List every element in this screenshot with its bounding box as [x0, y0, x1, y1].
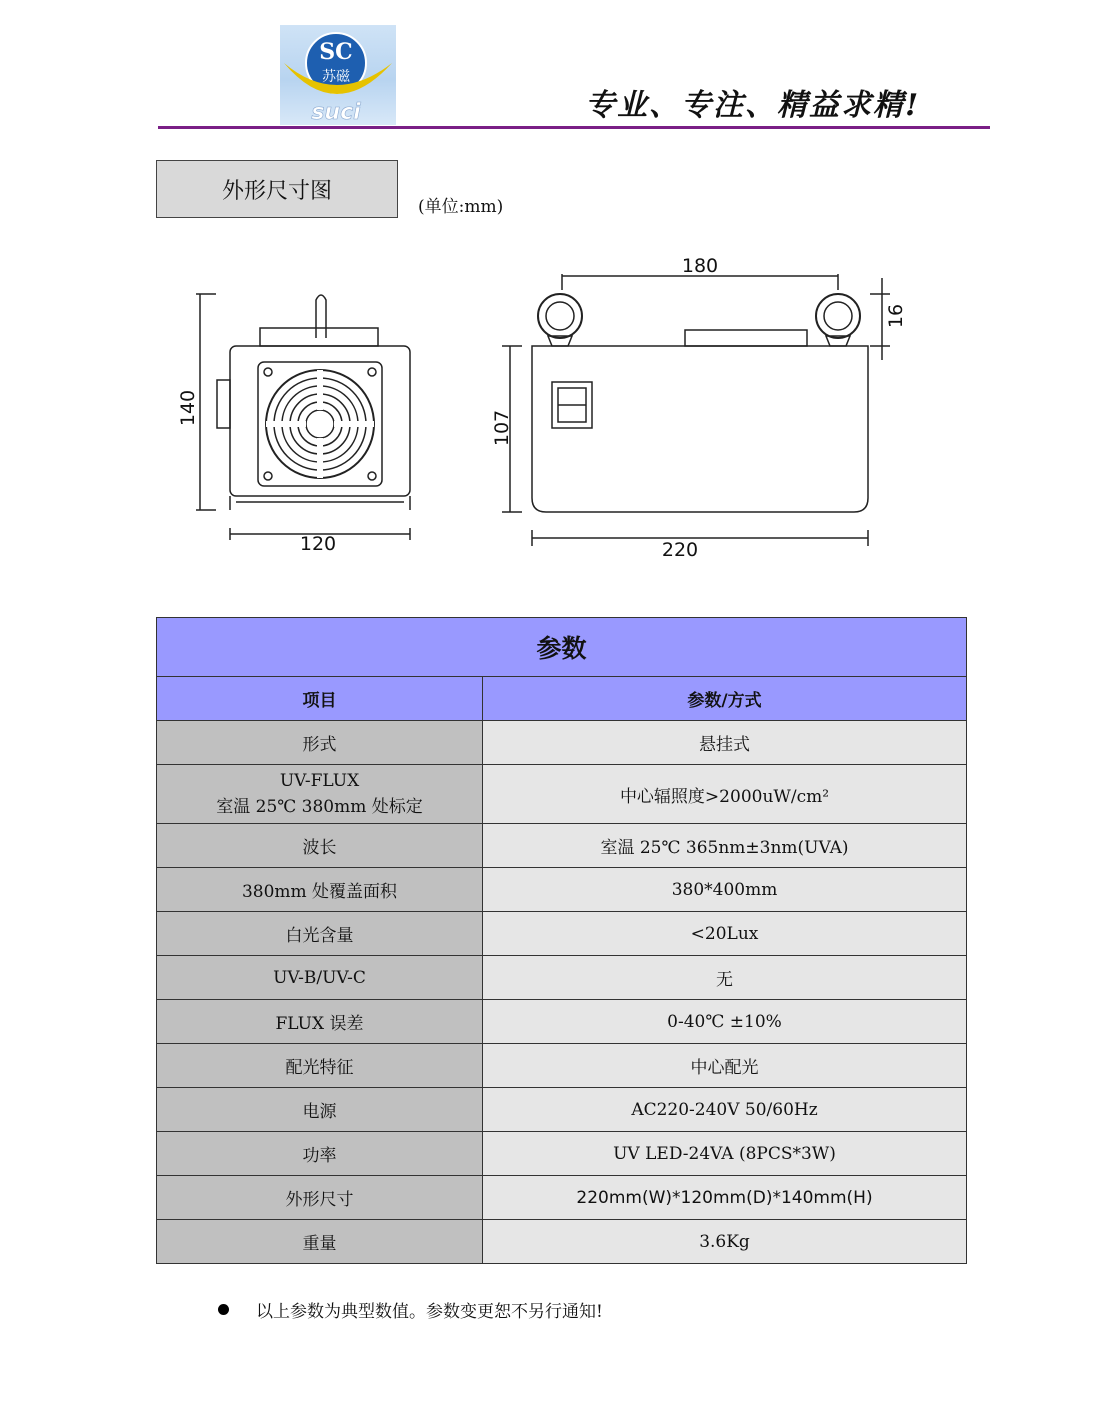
table-row: [157, 956, 967, 1000]
table-row: [157, 912, 967, 956]
header-divider: [158, 126, 990, 129]
spec-table: [156, 617, 967, 1264]
table-row: [157, 824, 967, 868]
table-row: [157, 1220, 967, 1264]
row-item: UV-B/UV-C: [157, 956, 483, 1000]
row-value: 无: [483, 956, 967, 1000]
table-row: [157, 1000, 967, 1044]
row-item: FLUX 误差: [157, 1000, 483, 1044]
table-row: [157, 1044, 967, 1088]
row-value: 380*400mm: [483, 868, 967, 912]
side-top-label: 180: [681, 255, 719, 277]
row-item-line1: UV-FLUX: [279, 771, 360, 791]
logo-en-text: suci: [311, 100, 361, 125]
table-title: 参数: [157, 618, 967, 677]
section-title: 外形尺寸图: [156, 160, 398, 218]
row-item: [157, 765, 483, 824]
row-item: 重量: [157, 1220, 483, 1264]
slogan: 专业、专注、精益求精!: [585, 88, 921, 123]
row-value: 悬挂式: [483, 721, 967, 765]
footnote-text: 以上参数为典型数值。参数变更恕不另行通知!: [256, 1302, 603, 1322]
row-value: <20Lux: [483, 912, 967, 956]
unit-note: (单位:mm): [418, 197, 504, 217]
row-item: 白光含量: [157, 912, 483, 956]
side-width-label: 220: [661, 539, 699, 561]
side-height-label: 107: [491, 409, 513, 447]
row-item: 形式: [157, 721, 483, 765]
table-row: [157, 868, 967, 912]
table-row: [157, 1088, 967, 1132]
logo-cn-text: 苏磁: [322, 69, 350, 85]
side-view: [502, 274, 890, 546]
row-value: 室温 25℃ 365nm±3nm(UVA): [483, 824, 967, 868]
column-header-value: 参数/方式: [483, 677, 967, 721]
bullet-icon: [218, 1304, 229, 1315]
row-value: 中心配光: [483, 1044, 967, 1088]
table-row: [157, 1132, 967, 1176]
row-item: 功率: [157, 1132, 483, 1176]
row-value: UV LED-24VA (8PCS*3W): [483, 1132, 967, 1176]
front-width-label: 120: [299, 533, 337, 555]
row-value: 0-40℃ ±10%: [483, 1000, 967, 1044]
row-value: 中心辐照度>2000uW/cm²: [483, 765, 967, 824]
table-row: [157, 721, 967, 765]
table-row: [157, 1176, 967, 1220]
footnote: [218, 1297, 603, 1322]
row-item: 380mm 处覆盖面积: [157, 868, 483, 912]
front-view: [196, 294, 410, 540]
side-ring-label: 16: [885, 303, 907, 329]
row-value: 220mm(W)*120mm(D)*140mm(H): [483, 1176, 967, 1220]
row-value: AC220-240V 50/60Hz: [483, 1088, 967, 1132]
row-item: 波长: [157, 824, 483, 868]
row-item: 电源: [157, 1088, 483, 1132]
dimension-drawing: [170, 250, 910, 570]
column-header-item: 项目: [157, 677, 483, 721]
logo-initials: SC: [319, 39, 353, 65]
table-row: [157, 765, 967, 824]
row-item: 配光特征: [157, 1044, 483, 1088]
front-height-label: 140: [177, 389, 199, 427]
row-item: 外形尺寸: [157, 1176, 483, 1220]
company-logo: [280, 25, 396, 125]
row-value: 3.6Kg: [483, 1220, 967, 1264]
row-item-line2: 室温 25℃ 380mm 处标定: [216, 797, 423, 817]
